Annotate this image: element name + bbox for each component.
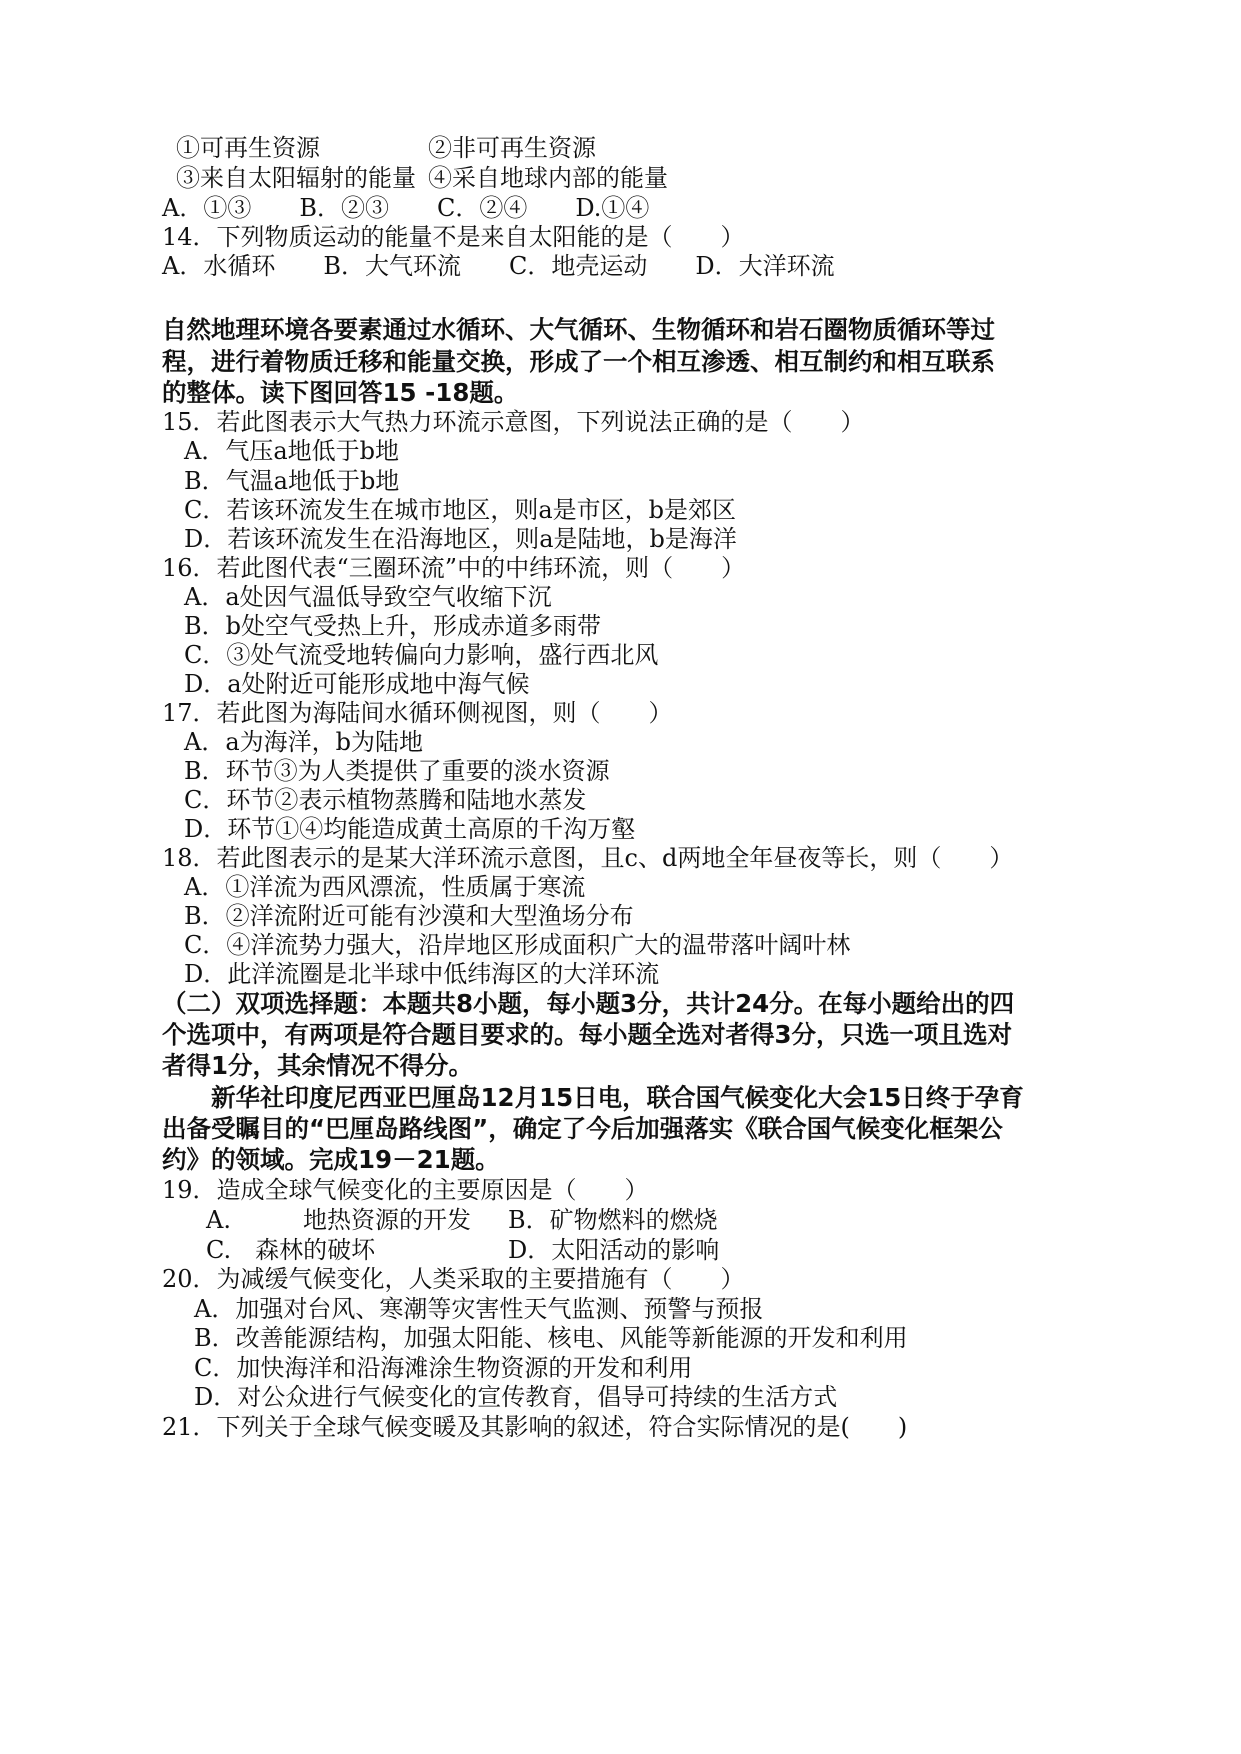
q14-stem: 14．下列物质运动的能量不是来自太阳能的是（ ）	[162, 223, 745, 251]
q13-option-2: ②非可再生资源	[428, 134, 596, 162]
q19-option-d: D．太阳活动的影响	[508, 1236, 720, 1264]
passage2-line-1: 新华社印度尼西亚巴厘岛12月15日电，联合国气候变化大会15日终于孕育	[162, 1083, 1024, 1112]
q19-option-b: B．矿物燃料的燃烧	[508, 1206, 718, 1234]
q20-option-d: D．对公众进行气候变化的宣传教育，倡导可持续的生活方式	[194, 1383, 838, 1411]
q16-option-a: A．a处因气温低导致空气收缩下沉	[184, 583, 552, 611]
section2-line-3: 者得1分，其余情况不得分。	[162, 1051, 474, 1080]
q15-option-d: D．若该环流发生在沿海地区，则a是陆地，b是海洋	[184, 525, 737, 553]
q16-stem: 16．若此图代表“三圈环流”中的中纬环流，则（ ）	[162, 554, 746, 582]
q16-option-b: B．b处空气受热上升，形成赤道多雨带	[184, 612, 601, 640]
q18-option-a: A．①洋流为西风漂流，性质属于寒流	[184, 873, 586, 901]
q20-option-a: A．加强对台风、寒潮等灾害性天气监测、预警与预报	[194, 1295, 764, 1323]
q21-stem: 21．下列关于全球气候变暖及其影响的叙述，符合实际情况的是( )	[162, 1413, 908, 1441]
q20-stem: 20．为减缓气候变化，人类采取的主要措施有（ ）	[162, 1265, 745, 1293]
q13-choices: A．①③ B．②③ C．②④ D.①④	[162, 194, 650, 222]
q19-option-c: C. 森林的破坏	[206, 1236, 376, 1264]
passage1-line-1: 自然地理环境各要素通过水循环、大气循环、生物循环和岩石圈物质循环等过	[162, 315, 995, 344]
q20-option-c: C．加快海洋和沿海滩涂生物资源的开发和利用	[194, 1354, 693, 1382]
section2-line-1: （二）双项选择题：本题共8小题，每小题3分，共计24分。在每小题给出的四	[162, 989, 1015, 1018]
section2-line-2: 个选项中，有两项是符合题目要求的。每小题全选对者得3分，只选一项且选对	[162, 1020, 1013, 1049]
passage2-line-3: 约》的领域。完成19－21题。	[162, 1145, 500, 1174]
q14-choices: A．水循环 B．大气环流 C．地壳运动 D．大洋环流	[162, 252, 835, 280]
q13-option-1: ①可再生资源	[176, 134, 320, 162]
q15-option-a: A．气压a地低于b地	[184, 437, 400, 465]
q18-option-c: C．④洋流势力强大，沿岸地区形成面积广大的温带落叶阔叶林	[184, 931, 851, 959]
q15-option-b: B．气温a地低于b地	[184, 467, 400, 495]
q17-option-c: C．环节②表示植物蒸腾和陆地水蒸发	[184, 786, 587, 814]
q13-option-3: ③来自太阳辐射的能量	[176, 164, 416, 192]
q18-option-d: D．此洋流圈是北半球中低纬海区的大洋环流	[184, 960, 660, 988]
q13-option-4: ④采自地球内部的能量	[428, 164, 668, 192]
q17-option-b: B．环节③为人类提供了重要的淡水资源	[184, 757, 610, 785]
q17-stem: 17．若此图为海陆间水循环侧视图，则（ ）	[162, 699, 673, 727]
passage2-line-2: 出备受瞩目的“巴厘岛路线图”，确定了今后加强落实《联合国气候变化框架公	[162, 1114, 1003, 1143]
passage1-line-2: 程，进行着物质迁移和能量交换，形成了一个相互渗透、相互制约和相互联系	[162, 347, 995, 376]
q17-option-d: D．环节①④均能造成黄土高原的千沟万壑	[184, 815, 636, 843]
q19-stem: 19．造成全球气候变化的主要原因是（ ）	[162, 1176, 649, 1204]
q17-option-a: A．a为海洋，b为陆地	[184, 728, 424, 756]
q20-option-b: B．改善能源结构，加强太阳能、核电、风能等新能源的开发和利用	[194, 1324, 908, 1352]
q15-stem: 15．若此图表示大气热力环流示意图，下列说法正确的是（ ）	[162, 408, 865, 436]
q18-stem: 18．若此图表示的是某大洋环流示意图，且c、d两地全年昼夜等长，则（ ）	[162, 844, 1014, 872]
q15-option-c: C．若该环流发生在城市地区，则a是市区，b是郊区	[184, 496, 737, 524]
q16-option-c: C．③处气流受地转偏向力影响，盛行西北风	[184, 641, 659, 669]
q18-option-b: B．②洋流附近可能有沙漠和大型渔场分布	[184, 902, 634, 930]
q16-option-d: D．a处附近可能形成地中海气候	[184, 670, 530, 698]
passage1-line-3: 的整体。读下图回答15 -18题。	[162, 378, 519, 407]
q19-option-a: A. 地热资源的开发	[206, 1206, 471, 1234]
